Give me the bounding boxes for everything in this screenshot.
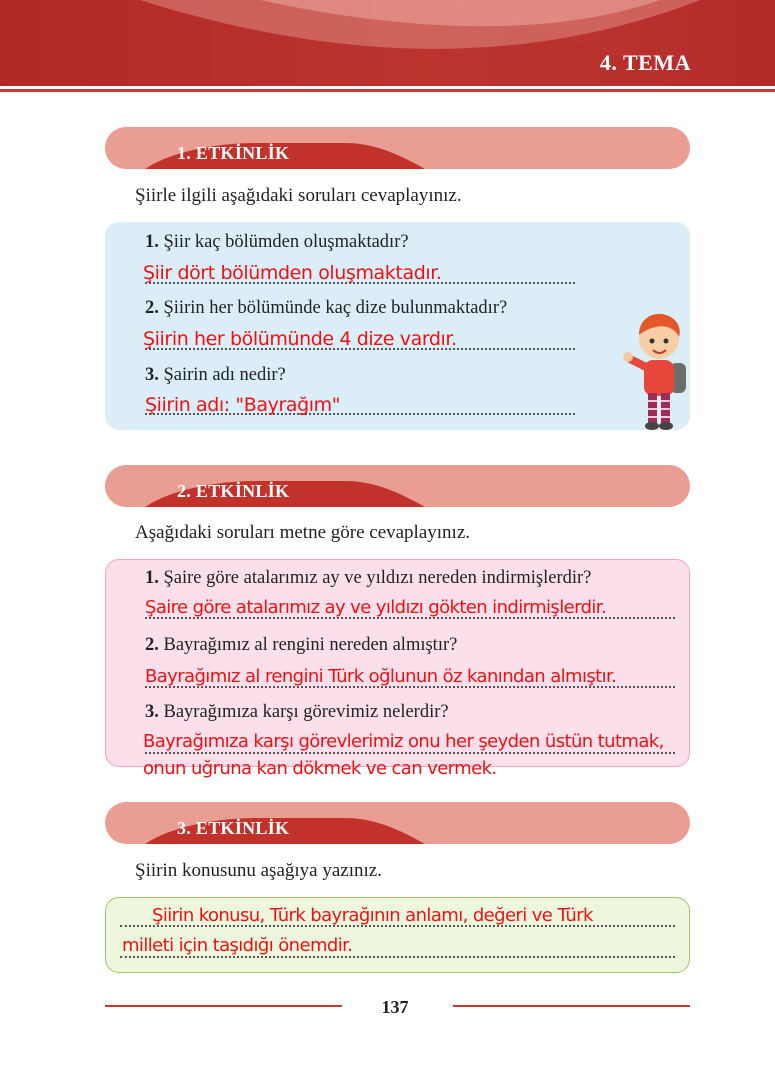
activity-3-header [105, 802, 690, 844]
answer-1-1: Şiir dört bölümden oluşmaktadır. [143, 262, 442, 284]
activity-1-instruction: Şiirle ilgili aşağıdaki soruları cevaplayınız. [135, 185, 462, 206]
question-1-2: 2. Şiirin her bölümünde kaç dize bulunmaktadır? [145, 298, 508, 318]
activity-2-header [105, 465, 690, 507]
page-number: 137 [381, 997, 409, 1017]
activity-1-header [105, 127, 690, 169]
answer-2-1: Şaire göre atalarımız ay ve yıldızı gökten indirmişlerdir. [145, 597, 607, 618]
answer-1-3: Şiirin adı: "Bayrağım" [145, 394, 341, 416]
question-1-1: 1. Şiir kaç bölümden oluşmaktadır? [145, 232, 409, 252]
boy-illustration [620, 305, 692, 433]
theme-label: 4. TEMA [599, 50, 691, 75]
question-1-3: 3. Şairin adı nedir? [145, 365, 286, 385]
activity-2-instruction: Aşağıdaki soruları metne göre cevaplayınız. [135, 522, 471, 543]
activity-1-title: 1. ETKİNLİK [177, 143, 290, 163]
answer-2-3-line-2: onun uğruna kan dökmek ve can vermek. [143, 758, 497, 779]
activity-2-title: 2. ETKİNLİK [177, 481, 290, 501]
question-2-3: 3. Bayrağımıza karşı görevimiz nelerdir? [145, 702, 449, 722]
activity-3-title: 3. ETKİNLİK [177, 818, 290, 838]
answer-2-3-line-1: Bayrağımıza karşı görevlerimiz onu her şeyden üstün tutmak, [143, 731, 664, 752]
header-banner [0, 0, 775, 96]
question-2-1: 1. Şaire göre atalarımız ay ve yıldızı nereden indirmişlerdir? [145, 568, 592, 588]
question-2-2: 2. Bayrağımız al rengini nereden almıştır? [145, 635, 458, 655]
answer-2-2: Bayrağımız al rengini Türk oğlunun öz kanından almıştır. [145, 666, 617, 687]
answer-line [145, 752, 675, 754]
footer-line-right [453, 1005, 690, 1007]
activity-3-instruction: Şiirin konusunu aşağıya yazınız. [135, 860, 382, 881]
answer-3-line-2: milleti için taşıdığı önemdir. [122, 935, 353, 956]
footer-line-left [105, 1005, 342, 1007]
answer-line [120, 956, 675, 958]
answer-1-2: Şiirin her bölümünde 4 dize vardır. [143, 328, 457, 350]
answer-3-line-1: Şiirin konusu, Türk bayrağının anlamı, değeri ve Türk [152, 905, 593, 926]
